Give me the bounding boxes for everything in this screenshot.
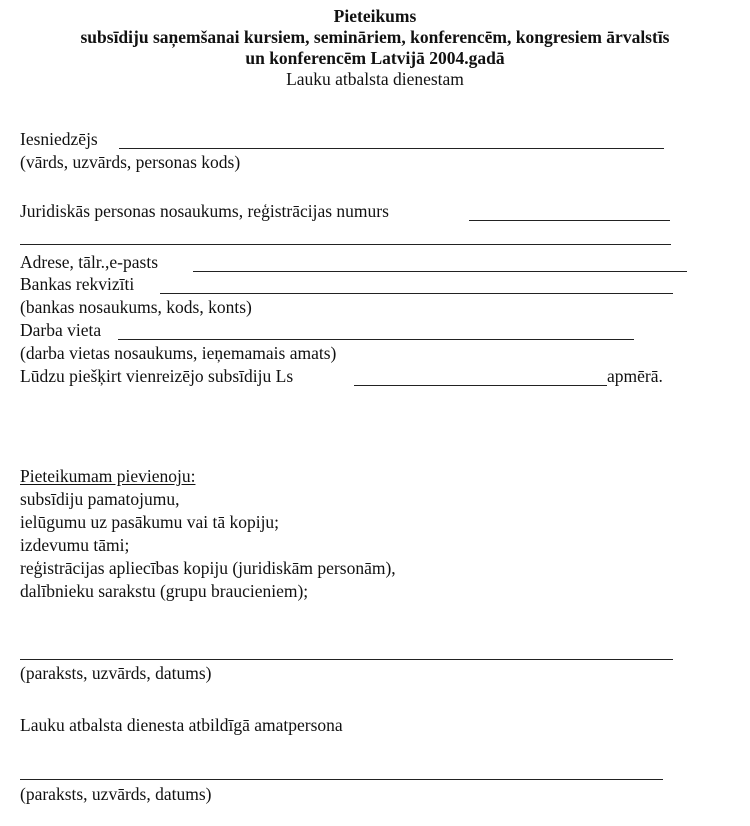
- address-label: Adrese, tālr.,e-pasts: [20, 252, 159, 272]
- attachment-item: subsīdiju pamatojumu,: [20, 489, 180, 509]
- attachment-item: dalībnieku sarakstu (grupu braucieniem);: [20, 581, 309, 601]
- address-row: [20, 252, 158, 273]
- applicant-field[interactable]: [119, 148, 664, 149]
- applicant-hint: (vārds, uzvārds, personas kods): [20, 152, 241, 172]
- applicant-label: Iesniedzējs: [20, 129, 98, 149]
- workplace-field[interactable]: [118, 339, 634, 340]
- legal-entity-row: [20, 201, 389, 222]
- legal-entity-extra-line[interactable]: [20, 244, 671, 245]
- applicant-signature-line[interactable]: [20, 659, 673, 660]
- applicant-signature-hint: (paraksts, uzvārds, datums): [20, 663, 212, 683]
- attachment-item: reģistrācijas apliecības kopiju (juridiskām personām),: [20, 558, 396, 578]
- official-label: Lauku atbalsta dienesta atbildīgā amatpersona: [20, 715, 343, 735]
- applicant-row: [20, 129, 98, 150]
- subsidy-amount-field[interactable]: [354, 385, 607, 386]
- bank-field[interactable]: [160, 293, 673, 294]
- workplace-hint: (darba vietas nosaukums, ieņemamais amats): [20, 343, 337, 363]
- workplace-row: [20, 320, 101, 341]
- attachment-item: izdevumu tāmi;: [20, 535, 130, 555]
- workplace-label: Darba vieta: [20, 320, 102, 340]
- form-subtitle-line2: un konferencēm Latvijā 2004.gadā: [245, 48, 505, 68]
- form-title: Pieteikums: [333, 6, 417, 26]
- legal-entity-field[interactable]: [469, 220, 670, 221]
- bank-label: Bankas rekvizīti: [20, 274, 135, 294]
- address-field[interactable]: [193, 271, 687, 272]
- official-signature-line[interactable]: [20, 779, 663, 780]
- attachments-heading: [20, 466, 195, 487]
- request-suffix: apmērā.: [607, 366, 663, 386]
- legal-entity-label: Juridiskās personas nosaukums, reģistrācijas numurs: [20, 201, 389, 221]
- bank-row: [20, 274, 134, 295]
- request-row: [20, 366, 293, 387]
- form-recipient: Lauku atbalsta dienestam: [286, 69, 464, 89]
- form-subtitle-line1: subsīdiju saņemšanai kursiem, semināriem, konferencēm, kongresiem ārvalstīs: [80, 27, 670, 47]
- official-signature-hint: (paraksts, uzvārds, datums): [20, 784, 212, 804]
- bank-hint: (bankas nosaukums, kods, konts): [20, 297, 252, 317]
- form-header: [0, 6, 750, 90]
- request-prefix: Lūdzu piešķirt vienreizējo subsīdiju Ls: [20, 366, 294, 386]
- attachments-heading-text: Pieteikumam pievienoju:: [20, 466, 196, 486]
- attachment-item: ielūgumu uz pasākumu vai tā kopiju;: [20, 512, 280, 532]
